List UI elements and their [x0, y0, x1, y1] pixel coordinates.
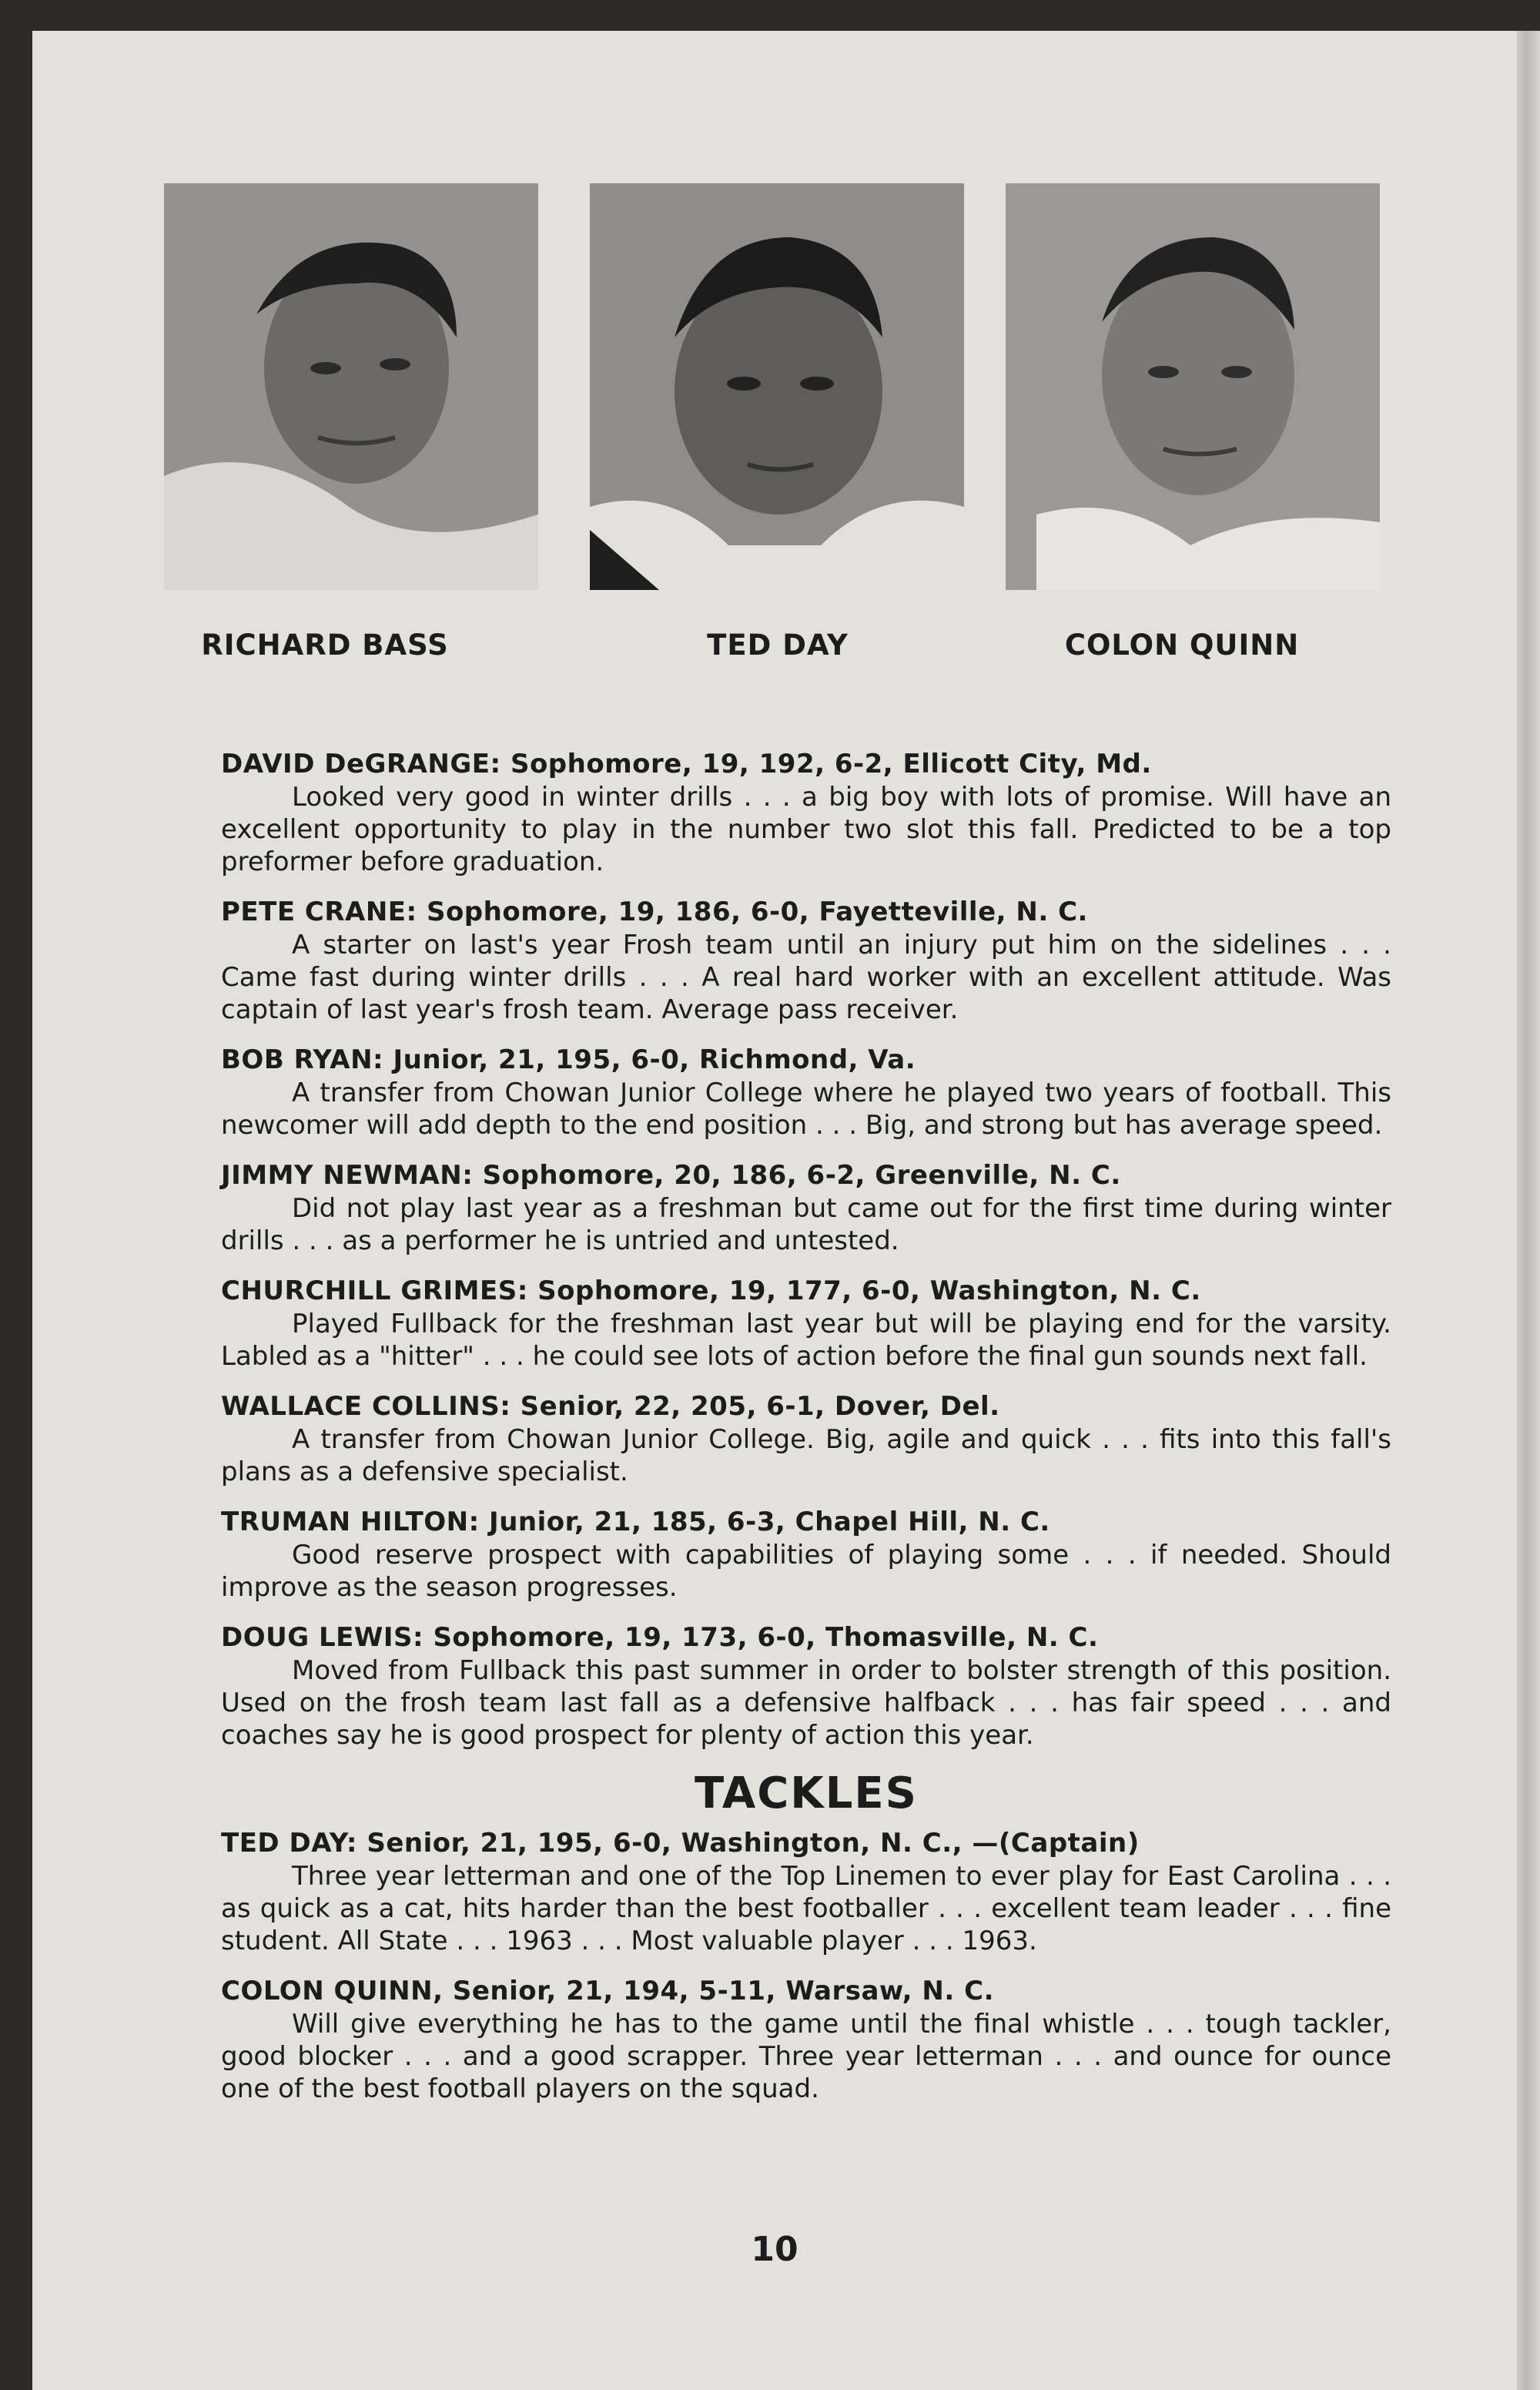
player-entry	[221, 1505, 1391, 1604]
player-description: Good reserve prospect with capabilities of playing some . . . if needed. Should improve as the season progresses.	[221, 1540, 1391, 1603]
photo-caption: TED DAY	[707, 629, 849, 662]
player-heading: CHURCHILL GRIMES: Sophomore, 19, 177, 6-0, Washington, N. C.	[221, 1275, 1201, 1306]
player-entry	[221, 1158, 1391, 1257]
photo-caption: RICHARD BASS	[201, 629, 449, 662]
photo-caption: COLON QUINN	[1064, 629, 1300, 662]
player-description: A transfer from Chowan Junior College where he played two years of football. This newcomer will add depth to the end position . . . Big, and strong but has average speed.	[221, 1078, 1391, 1141]
player-entry	[221, 895, 1391, 1026]
player-heading: TED DAY: Senior, 21, 195, 6-0, Washington, N. C., —(Captain)	[221, 1828, 1140, 1859]
player-heading: BOB RYAN: Junior, 21, 195, 6-0, Richmond, Va.	[221, 1044, 916, 1075]
player-heading: WALLACE COLLINS: Senior, 22, 205, 6-1, Dover, Del.	[221, 1391, 1000, 1422]
page-number: 10	[751, 2230, 798, 2269]
player-photo-colon-quinn	[1006, 183, 1380, 590]
roster-text	[221, 747, 1391, 2122]
player-entry	[221, 1974, 1391, 2105]
player-entry	[221, 1043, 1391, 1141]
player-entry	[221, 1621, 1391, 1751]
player-description: Moved from Fullback this past summer in order to bolster strength of this position. Used on the frosh team last fall as a defensive halfback . . . has fair speed . . . and coaches say he is good prospect for plenty of action this year.	[221, 1655, 1391, 1751]
player-description: Will give everything he has to the game until the final whistle . . . tough tackler, good blocker . . . and a good scrapper. Three year letterman . . . and ounce for ounce one of the best football players on the squad.	[221, 2009, 1391, 2104]
player-heading: COLON QUINN, Senior, 21, 194, 5-11, Warsaw, N. C.	[221, 1976, 994, 2006]
player-entry	[221, 1274, 1391, 1373]
program-page	[32, 31, 1517, 2390]
player-heading: DAVID DeGRANGE: Sophomore, 19, 192, 6-2, Ellicott City, Md.	[221, 749, 1152, 779]
player-entry	[221, 747, 1391, 878]
player-photo-ted-day	[590, 183, 964, 590]
player-photo-richard-bass	[164, 183, 538, 590]
next-page-edge	[1517, 31, 1540, 2390]
player-description: A transfer from Chowan Junior College. Big, agile and quick . . . fits into this fall's plans as a defensive specialist.	[221, 1424, 1391, 1487]
player-description: Looked very good in winter drills . . . a big boy with lots of promise. Will have an excellent opportunity to play in the number two slot this fall. Predicted to be a top preformer before graduation.	[221, 782, 1391, 877]
section-title-tackles: TACKLES	[695, 1768, 918, 1818]
player-description: A starter on last's year Frosh team until an injury put him on the sidelines . . . Came fast during winter drills . . . A real hard worker with an excellent attitude. Was captain of last year's frosh team. Average pass receiver.	[221, 930, 1391, 1025]
player-heading: DOUG LEWIS: Sophomore, 19, 173, 6-0, Thomasville, N. C.	[221, 1622, 1099, 1653]
player-description: Did not play last year as a freshman but came out for the first time during winter drills . . . as a performer he is untried and untested.	[221, 1193, 1391, 1256]
player-description: Three year letterman and one of the Top Linemen to ever play for East Carolina . . . as quick as a cat, hits harder than the best footballer . . . excellent team leader . . . fine student. All State . . . 1963 . . . Most valuable player . . . 1963.	[221, 1861, 1391, 1956]
player-heading: TRUMAN HILTON: Junior, 21, 185, 6-3, Chapel Hill, N. C.	[221, 1507, 1050, 1537]
player-entry	[221, 1389, 1391, 1488]
player-heading: PETE CRANE: Sophomore, 19, 186, 6-0, Fayetteville, N. C.	[221, 897, 1088, 927]
player-entry	[221, 1826, 1391, 1957]
player-description: Played Fullback for the freshman last year but will be playing end for the varsity. Labled as a "hitter" . . . he could see lots of action before the final gun sounds next fall.	[221, 1309, 1391, 1372]
player-heading: JIMMY NEWMAN: Sophomore, 20, 186, 6-2, Greenville, N. C.	[221, 1160, 1121, 1191]
